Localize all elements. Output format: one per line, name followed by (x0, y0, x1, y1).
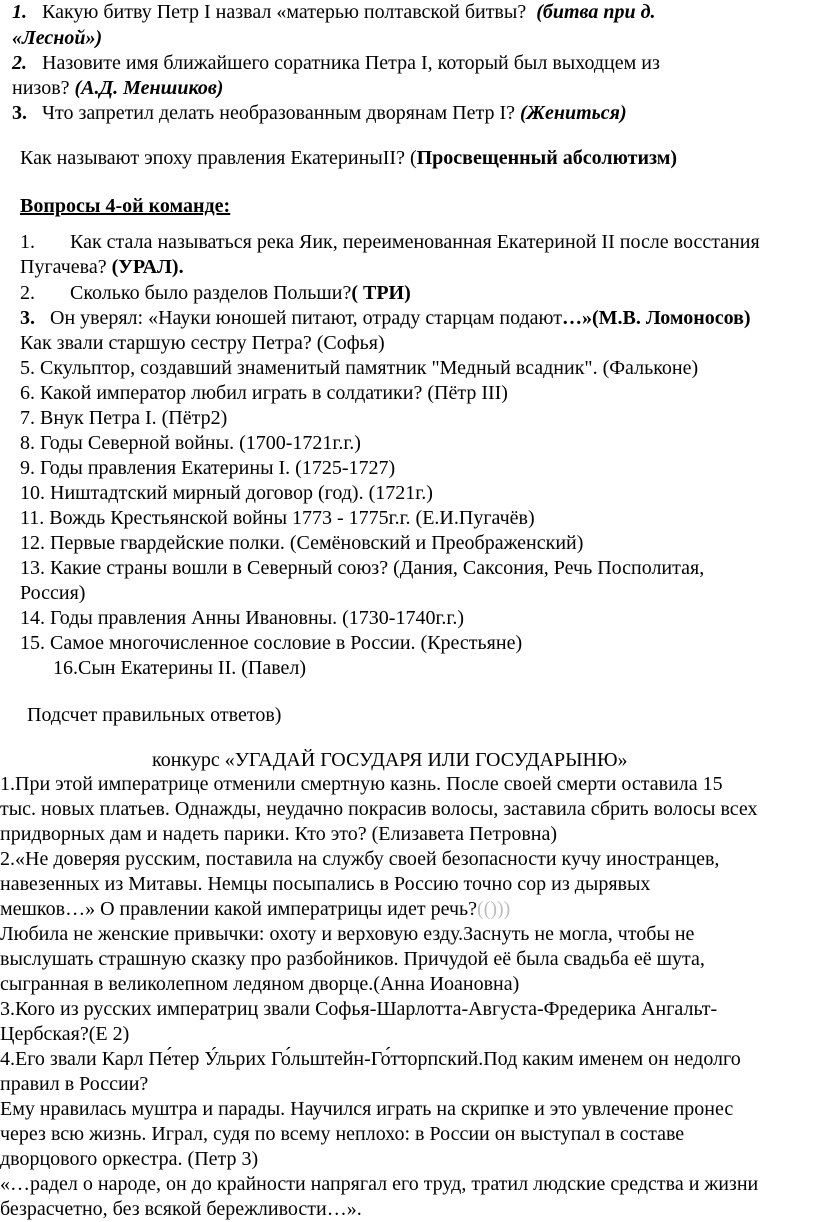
team4-item-13-cont: Россия) (20, 582, 86, 604)
contest-line: «…радел о народе, он до крайности напрягал его труд, тратил людские средства и жизни (0, 1173, 759, 1195)
team4-item-15: 15. Самое многочисленное сословие в России. (Крестьяне) (20, 632, 523, 654)
item-text: Сколько было разделов Польши? (70, 282, 352, 304)
contest-line: тыс. новых платьев. Однажды, неудачно покрасив волосы, заставила сбрить волосы всех (0, 798, 758, 820)
team4-item-11: 11. Вождь Крестьянской войны 1773 - 1775г.г. (Е.И.Пугачёв) (20, 507, 535, 529)
item-text: Пугачева? (20, 256, 107, 278)
item-answer: …»(М.В. Ломоносов) (561, 307, 751, 329)
contest-line: придворных дам и надеть парики. Кто это? (Елизавета Петровна) (0, 823, 558, 845)
contest-line: правил в России? (0, 1073, 149, 1095)
team4-item-1 (20, 230, 760, 255)
question-text: низов? (12, 77, 70, 99)
team4-item-16: 16.Сын Екатерины II. (Павел) (53, 657, 307, 679)
team4-item-1-cont (20, 255, 184, 280)
question-number: 1. (12, 1, 27, 23)
item-answer: (УРАЛ). (111, 256, 184, 278)
contest-line: 3.Кого из русских императриц звали Софья-Шарлотта-Августа-Фредерика Ангальт- (0, 998, 718, 1020)
contest-line: Цербская?(Е 2) (0, 1023, 130, 1045)
team4-item-9: 9. Годы правления Екатерины I. (1725-1727) (20, 457, 396, 479)
question-text: Какую битву Петр I назвал «матерью полтавской битвы? (42, 1, 527, 23)
contest-line: Ему нравилась муштра и парады. Научился играть на скрипке и это увлечение пронес (0, 1098, 734, 1120)
team4-heading: Вопросы 4-ой команде: (20, 195, 231, 217)
item-text: Как стала называться река Яик, переименованная Екатериной II после восстания (70, 231, 760, 253)
team4-item-14: 14. Годы правления Анны Ивановны. (1730-1740г.г.) (20, 607, 465, 629)
question-answer: (Жениться) (519, 102, 627, 124)
item-number: 2. (20, 282, 35, 304)
item-answer: ( ТРИ) (351, 282, 411, 304)
contest-title: конкурс «УГАДАЙ ГОСУДАРЯ ИЛИ ГОСУДАРЫНЮ» (152, 749, 628, 771)
contest-line: сыгранная в великолепном ледяном дворце.(Анна Иоановна) (0, 973, 520, 995)
team4-item-3b: Как звали старшую сестру Петра? (Софья) (20, 332, 385, 354)
team4-item-7: 7. Внук Петра I. (Пётр2) (20, 407, 228, 429)
contest-line (0, 897, 510, 922)
question-number: 3. (12, 102, 27, 124)
question-3 (12, 101, 627, 126)
contest-line: 4.Его звали Карл Пе́тер У́льрих Го́льштейн-Го́тторпский.Под каким именем он недолго (0, 1048, 741, 1070)
contest-line: дворцового оркестра. (Петр 3) (0, 1148, 259, 1170)
contest-line: 2.«Не доверяя русским, поставила на службу своей безопасности кучу иностранцев, (0, 848, 720, 870)
team4-item-2 (20, 281, 411, 306)
item-number: 3. (20, 307, 35, 329)
team4-item-6: 6. Какой император любил играть в солдатики? (Пётр III) (20, 382, 508, 404)
question-text: Назовите имя ближайшего соратника Петра I, который был выходцем из (42, 52, 660, 74)
team4-item-5: 5. Скульптор, создавший знаменитый памятник "Медный всадник". (Фальконе) (20, 357, 699, 379)
contest-line: через всю жизнь. Играл, судя по всему неплохо: в России он выступал в составе (0, 1123, 685, 1145)
question-answer: (битва при д. (536, 1, 656, 23)
question-1 (12, 0, 656, 25)
contest-line: выслушать страшную сказку про разбойников. Причудой её была свадьба её шута, (0, 948, 705, 970)
team4-item-13: 13. Какие страны вошли в Северный союз? (Дания, Саксония, Речь Посполитая, (20, 557, 705, 579)
contest-line: Любила не женские привычки: охоту и верховую езду.Заснуть не могла, чтобы не (0, 923, 695, 945)
contest-line: безрасчетно, без всякой бережливости…». (0, 1198, 362, 1220)
count-line: Подсчет правильных ответов) (27, 704, 282, 726)
contest-line: 1.При этой императрице отменили смертную казнь. После своей смерти оставила 15 (0, 773, 723, 795)
team4-item-12: 12. Первые гвардейские полки. (Семёновский и Преображенский) (20, 532, 584, 554)
question-number: 2. (12, 52, 27, 74)
contest-line: навезенных из Митавы. Немцы посыпались в Россию точно сор из дырявых (0, 873, 651, 895)
question-1-answer-cont: «Лесной») (12, 27, 103, 49)
question-2-cont (12, 76, 223, 101)
question-text: Как называют эпоху правления ЕкатериныII? ( (20, 147, 417, 169)
team4-item-10: 10. Ништадтский мирный договор (год). (1721г.) (20, 482, 433, 504)
contest-text: мешков…» О правлении какой императрицы идет речь? (0, 898, 478, 920)
item-number: 1. (20, 231, 35, 253)
faint-mark: (())) (477, 898, 511, 920)
team4-item-8: 8. Годы Северной войны. (1700-1721г.г.) (20, 432, 361, 454)
question-answer: (А.Д. Меншиков) (74, 77, 224, 99)
epoch-question (20, 146, 677, 171)
question-text: Что запретил делать необразованным дворянам Петр I? (42, 102, 515, 124)
question-answer: Просвещенный абсолютизм) (416, 147, 678, 169)
item-text: Он уверял: «Науки юношей питают, отраду старцам подают (50, 307, 562, 329)
team4-item-3 (20, 306, 751, 331)
question-2 (12, 51, 660, 76)
